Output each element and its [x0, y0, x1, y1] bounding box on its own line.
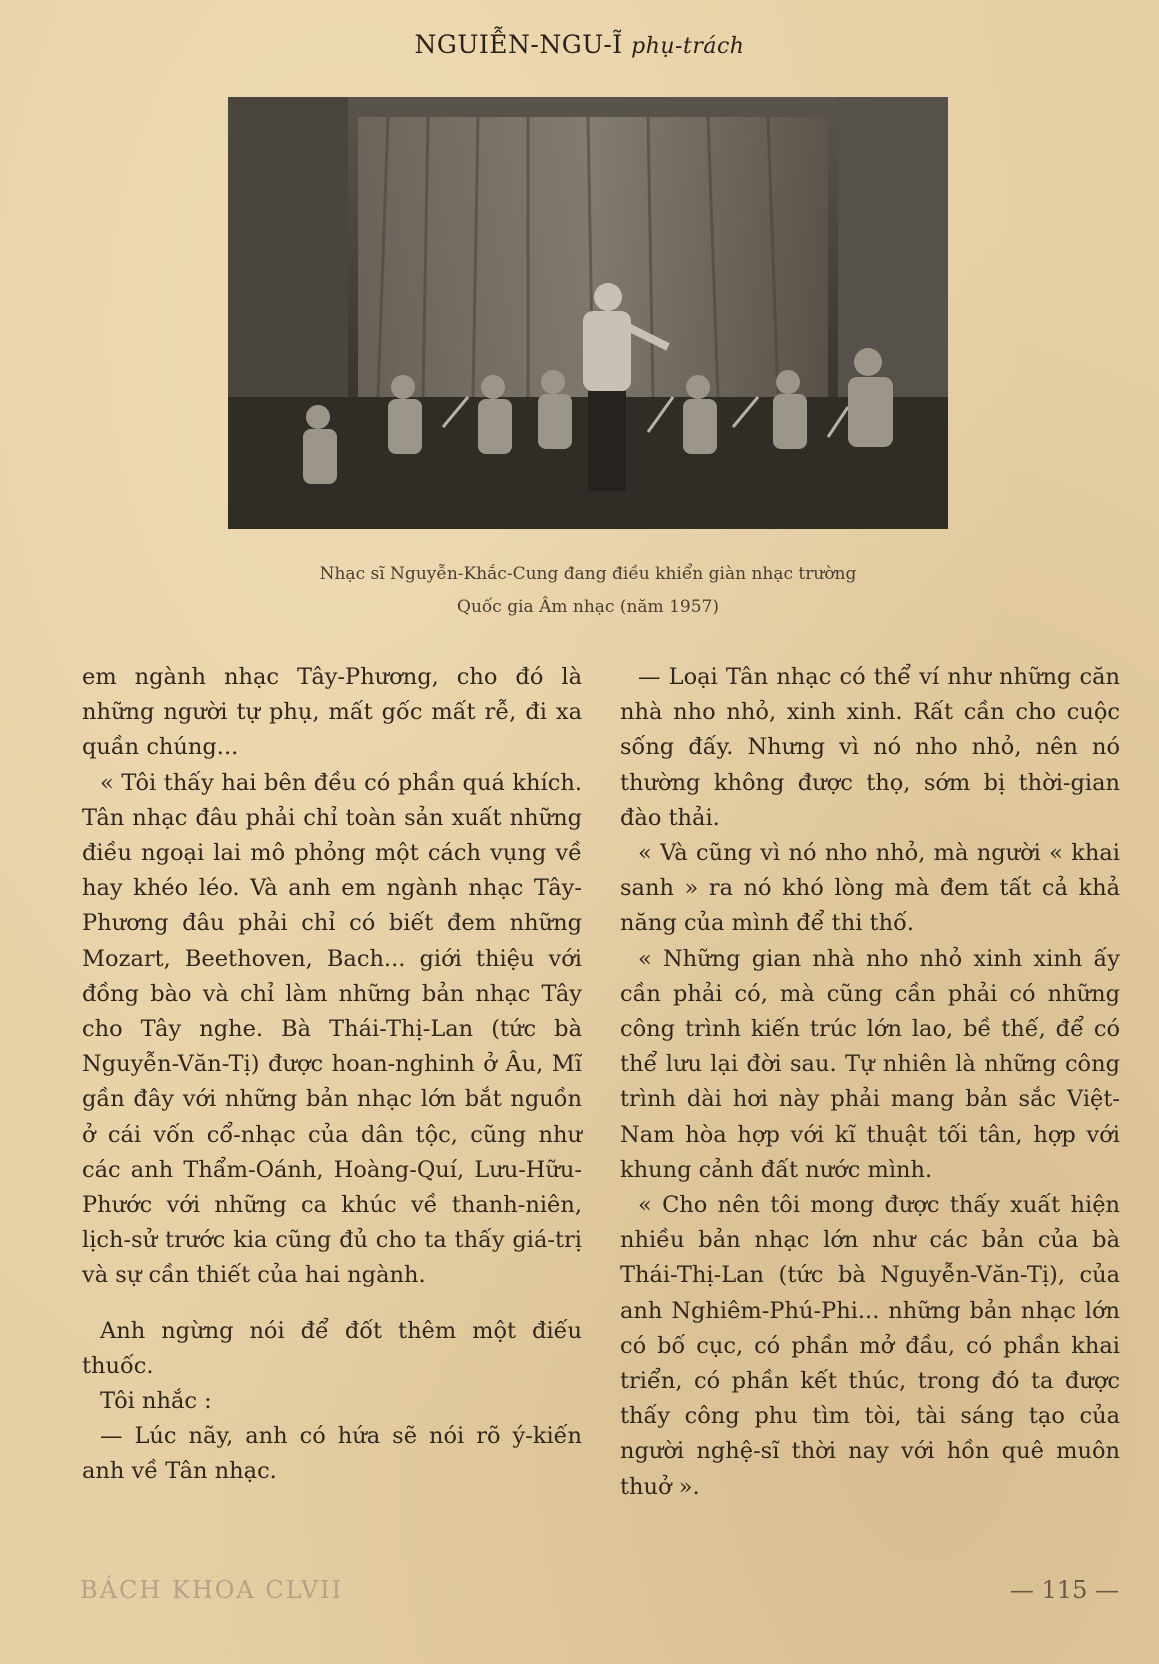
paragraph: « Những gian nhà nho nhỏ xinh xinh ấy cần phải có, mà cũng cần phải có những công trình kiến trúc lớn lao, bề thế, để có thể lưu lại đời sau. Tự nhiên là những công trình dài hơi này phải mang bản sắc Việt-Nam hòa hợp với kĩ thuật tối tân, hợp với khung cảnh đất nước mình. — [620, 945, 1120, 1183]
page-header — [0, 30, 1159, 59]
photo-caption — [228, 558, 948, 624]
editor-name: NGUIỄN-NGU-Ĩ — [414, 30, 623, 59]
paragraph: Tôi nhắc : — [100, 1388, 212, 1415]
page-footer — [0, 1576, 1159, 1616]
orchestra-photo — [228, 97, 948, 529]
paragraph: — Lúc nãy, anh có hứa sẽ nói rõ ý-kiến anh về Tân nhạc. — [82, 1423, 582, 1485]
paragraph: « Và cũng vì nó nho nhỏ, mà người « khai sanh » ra nó khó lòng mà đem tất cả khả năng của mình để thi thố. — [620, 840, 1120, 937]
editor-role: phụ-trách — [631, 34, 745, 59]
caption-line-1: Nhạc sĩ Nguyễn-Khắc-Cung đang điều khiển giàn nhạc trường — [319, 564, 857, 584]
paragraph: « Tôi thấy hai bên đều có phần quá khích. Tân nhạc đâu phải chỉ toàn sản xuất những điều ngoại lai mô phỏng một cách vụng về hay khéo léo. Và anh em ngành nhạc Tây-Phương đâu phải chỉ có biết đem những Mozart, Beethoven, Bach... giới thiệu với đồng bào và chỉ làm những bản nhạc Tây cho Tây nghe. Bà Thái-Thị-Lan (tức bà Nguyễn-Văn-Tị) được hoan-nghinh ở Âu, Mĩ gần đây với những bản nhạc lớn bắt nguồn ở cái vốn cổ-nhạc của dân tộc, cũng như các anh Thẩm-Oánh, Hoàng-Quí, Lưu-Hữu-Phước với những ca khúc về thanh-niên, lịch-sử trước kia cũng đủ cho ta thấy giá-trị và sự cần thiết của hai ngành. — [82, 769, 582, 1289]
left-column — [82, 660, 582, 1490]
paragraph: « Cho nên tôi mong được thấy xuất hiện nhiều bản nhạc lớn như các bản của bà Thái-Thị-Lan (tức bà Nguyễn-Văn-Tị), của anh Nghiêm-Phú-Phi... những bản nhạc lớn có bố cục, có phần mở đầu, có phần khai triển, có phần kết thúc, trong đó ta được thấy công phu tìm tòi, tài sáng tạo của người nghệ-sĩ thời nay với hồn quê muôn thuở ». — [620, 1192, 1120, 1500]
caption-line-2: Quốc gia Âm nhạc (năm 1957) — [457, 597, 719, 617]
right-column — [620, 660, 1120, 1505]
paragraph: — Loại Tân nhạc có thể ví như những căn nhà nho nhỏ, xinh xinh. Rất cần cho cuộc sống đấy. Nhưng vì nó nho nhỏ, nên nó thường không được thọ, sớm bị thời-gian đào thải. — [620, 664, 1120, 831]
page-number: — 115 — — [1009, 1576, 1119, 1604]
journal-name: BÁCH KHOA CLVII — [80, 1576, 344, 1604]
photo-illustration — [228, 97, 948, 529]
paragraph: Anh ngừng nói để đốt thêm một điếu thuốc. — [82, 1317, 582, 1379]
paragraph: em ngành nhạc Tây-Phương, cho đó là những người tự phụ, mất gốc mất rễ, đi xa quần chúng... — [82, 664, 582, 761]
